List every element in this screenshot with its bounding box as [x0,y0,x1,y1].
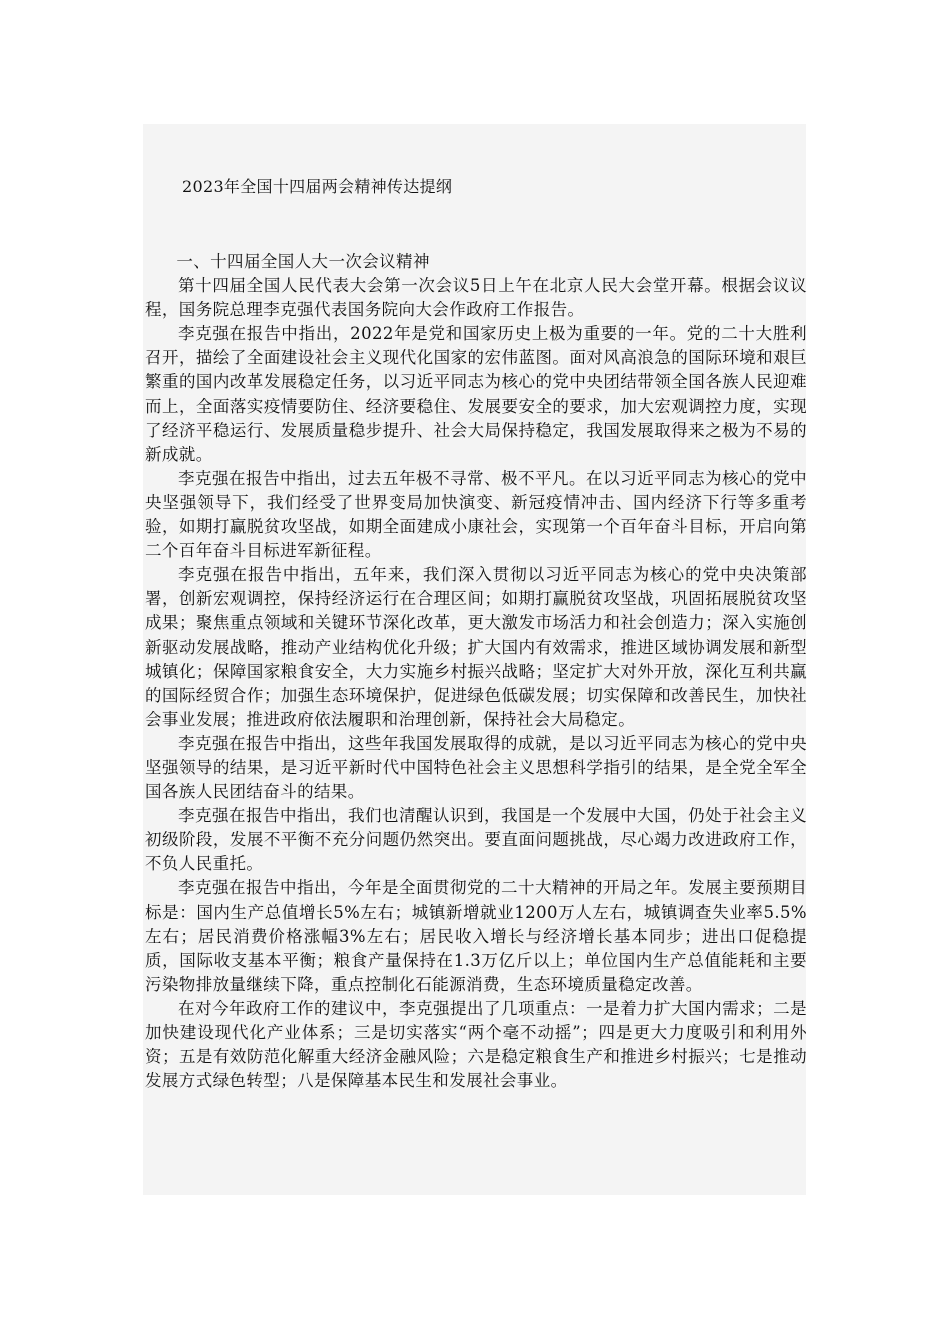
section-heading: 一、十四届全国人大一次会议精神 [176,252,430,271]
document-title: 2023年全国十四届两会精神传达提纲 [182,177,453,196]
paragraph: 李克强在报告中指出，这些年我国发展取得的成就，是以习近平同志为核心的党中央坚强领导的结果，是习近平新时代中国特色社会主义思想科学指引的结果，是全党全军全国各族人民团结奋斗的结果。 [145,733,807,802]
paragraph: 李克强在报告中指出，我们也清醒认识到，我国是一个发展中大国，仍处于社会主义初级阶段，发展不平衡不充分问题仍然突出。要直面问题挑战，尽心竭力改进政府工作，不负人民重托。 [145,806,807,874]
paragraph: 李克强在报告中指出，过去五年极不寻常、极不平凡。在以习近平同志为核心的党中央坚强领导下，我们经受了世界变局加快演变、新冠疫情冲击、国内经济下行等多重考验，如期打赢脱贫攻坚战，如期全面建成小康社会，实现第一个百年奋斗目标，开启向第二个百年奋斗目标进军新征程。 [145,468,807,561]
paragraph: 李克强在报告中指出，五年来，我们深入贯彻以习近平同志为核心的党中央决策部署，创新宏观调控，保持经济运行在合理区间；如期打赢脱贫攻坚战，巩固拓展脱贫攻坚成果；聚焦重点领域和关键环节深化改革，更大激发市场活力和社会创造力；深入实施创新驱动发展战略，推动产业结构优化升级；扩大国内有效需求，推进区域协调发展和新型城镇化；保障国家粮食安全，大力实施乡村振兴战略；坚定扩大对外开放，深化互利共赢的国际经贸合作；加强生态环境保护，促进绿色低碳发展；切实保障和改善民生，加快社会事业发展；推进政府依法履职和治理创新，保持社会大局稳定。 [145,565,807,729]
paragraph: 在对今年政府工作的建议中，李克强提出了几项重点：一是着力扩大国内需求；二是加快建设现代化产业体系；三是切实落实“两个毫不动摇”；四是更大力度吸引和利用外资；五是有效防范化解重大经济金融风险；六是稳定粮食生产和推进乡村振兴；七是推动发展方式绿色转型；八是保障基本民生和发展社会事业。 [145,998,807,1091]
paragraph: 李克强在报告中指出，2022年是党和国家历史上极为重要的一年。党的二十大胜利召开，描绘了全面建设社会主义现代化国家的宏伟蓝图。面对风高浪急的国际环境和艰巨繁重的国内改革发展稳定任务，以习近平同志为核心的党中央团结带领全国各族人民迎难而上，全面落实疫情要防住、经济要稳住、发展要安全的要求，加大宏观调控力度，实现了经济平稳运行、发展质量稳步提升、社会大局保持稳定，我国发展取得来之极为不易的新成就。 [145,324,807,464]
paragraph: 李克强在报告中指出，今年是全面贯彻党的二十大精神的开局之年。发展主要预期目标是：国内生产总值增长5%左右；城镇新增就业1200万人左右，城镇调查失业率5.5%左右；居民消费价格涨幅3%左右；居民收入增长与经济增长基本同步；进出口促稳提质，国际收支基本平衡；粮食产量保持在1.3万亿斤以上；单位国内生产总值能耗和主要污染物排放量继续下降，重点控制化石能源消费，生态环境质量稳定改善。 [145,878,807,994]
document-body [145,250,807,1093]
paragraph: 第十四届全国人民代表大会第一次会议5日上午在北京人民大会堂开幕。根据会议议程，国务院总理李克强代表国务院向大会作政府工作报告。 [145,276,807,320]
